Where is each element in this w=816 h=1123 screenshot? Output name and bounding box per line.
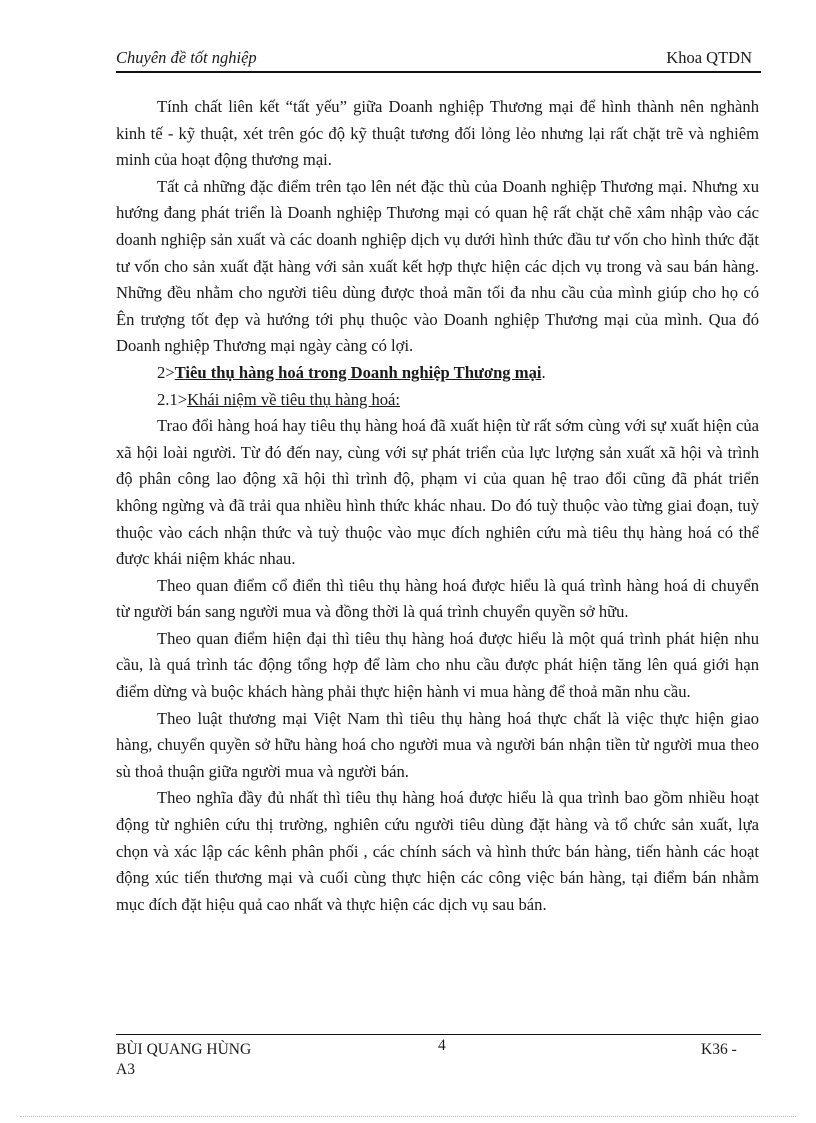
paragraph-full-definition: Theo nghĩa đầy đủ nhất thì tiêu thụ hàng hoá được hiểu là qua trình bao gồm nhiều hoạt động từ nghiên cứu thị trường, nghiên cứu người tiêu dùng đặt hàng và tổ chức sản xuất, lựa chọn và xác lập các kênh phân phối , các chính sách và hình thức bán hàng, tiến hành các hoạt động xúc tiến thương mại và cuối cùng thực hiện các công việc bán hàng, tại điểm bán nhằm mục đích đặt hiệu quả cao nhất và thực hiện các dịch vụ sau bán. xyxy=(116,788,759,914)
page-number: 4 xyxy=(438,1037,446,1054)
footer-cohort: K36 - xyxy=(701,1041,737,1058)
subsection-title: Khái niệm về tiêu thụ hàng hoá: xyxy=(187,389,401,409)
footer-divider xyxy=(116,1034,761,1035)
paragraph-linkage: Tính chất liên kết “tất yếu” giữa Doanh nghiệp Thương mại để hình thành nên nghành kinh tế - kỹ thuật, xét trên góc độ kỹ thuật tương đối lỏng lẻo nhưng lại rất chặt trẽ và nghiêm minh của hoạt động thương mại. xyxy=(116,97,759,170)
page-header xyxy=(116,48,760,70)
header-department: Khoa QTDN xyxy=(666,48,752,67)
subsection-heading xyxy=(116,387,759,414)
section-number: 2> xyxy=(157,362,175,382)
section-title: Tiêu thụ hàng hoá trong Doanh nghiệp Thương mại xyxy=(174,362,542,382)
section-end: . xyxy=(541,362,546,382)
page-footer xyxy=(116,1037,761,1080)
paragraph-commercial-law: Theo luật thương mại Việt Nam thì tiêu thụ hàng hoá thực chất là việc thực hiện giao hàng, chuyển quyền sở hữu hàng hoá cho người mua và người bán nhận tiền từ người mua theo sù thoả thuận giữa người mua và người bán. xyxy=(116,708,759,781)
footer-class-code: A3 xyxy=(116,1061,135,1078)
header-document-title: Chuyên đề tốt nghiệp xyxy=(116,48,257,67)
header-divider xyxy=(116,71,761,73)
page-bottom-edge xyxy=(20,1116,796,1117)
document-body xyxy=(116,94,759,918)
paragraph-characteristics: Tất cả những đặc điểm trên tạo lên nét đặc thù của Doanh nghiệp Thương mại. Nhưng xu hướng đang phát triển là Doanh nghiệp Thương mại có quan hệ rất chặt chẽ xâm nhập vào các doanh nghiệp sản xuất và các doanh nghiệp dịch vụ dưới hình thức đầu tư vốn cho hình thức đặt tư vốn cho sản xuất đặt hàng với sản xuất kết hợp thực hiện các dịch vụ trong và sau bán hàng. Những đều nhằm cho người tiêu dùng được thoả mãn tối đa nhu cầu của mình giúp cho họ có Ên trượng tốt đẹp và hướng tới phụ thuộc vào Doanh nghiệp Thương mại của mình. Qua đó Doanh nghiệp Thương mại ngày càng có lợi. xyxy=(116,176,759,356)
paragraph-modern-view: Theo quan điểm hiện đại thì tiêu thụ hàng hoá được hiểu là một quá trình phát hiện nhu cầu, là quá trình tác động tổng hợp để làm cho nhu cầu được phát hiện tăng lên quá giới hạn điểm dừng và buộc khách hàng phải thực hiện hành vi mua hàng để thoả mãn nhu cầu. xyxy=(116,628,759,702)
paragraph-classical-view: Theo quan điểm cổ điển thì tiêu thụ hàng hoá được hiểu là quá trình hàng hoá di chuyển từ người bán sang người mua và đồng thời là quá trình chuyển quyền sở hữu. xyxy=(116,575,759,622)
subsection-number: 2.1> xyxy=(157,389,188,409)
section-heading xyxy=(116,360,759,387)
paragraph-history: Trao đổi hàng hoá hay tiêu thụ hàng hoá đã xuất hiện từ rất sớm cùng với sự xuất hiện của xã hội loài người. Từ đó đến nay, cùng với sự phát triển của lực lượng sản xuất xã hội và trình độ phân công lao động xã hội thì trình độ, phạm vi của quan hệ trao đổi cũng đã phát triển không ngừng và đã trải qua nhiều hình thức khác nhau. Do đó tuỳ thuộc vào từng giai đoạn, tuỳ thuộc vào cách nhận thức và tuỳ thuộc vào mục đích nghiên cứu mà tiêu thụ hàng hoá có thể được khái niệm khác nhau. xyxy=(116,416,759,569)
footer-author: BÙI QUANG HÙNG xyxy=(116,1041,252,1058)
